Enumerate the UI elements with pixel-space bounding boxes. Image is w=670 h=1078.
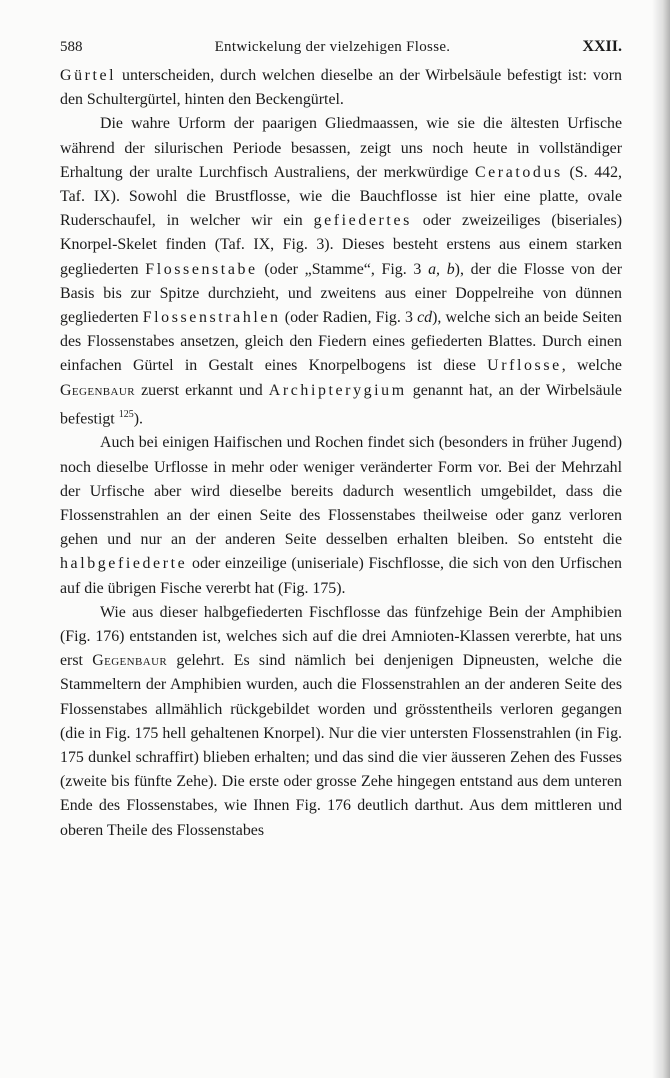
chapter-number: XXII. <box>582 38 622 55</box>
text-run: Flossenstabe <box>145 260 258 278</box>
text-run: cd <box>417 309 433 327</box>
text-run: Gegenbaur <box>60 381 135 399</box>
paragraph <box>60 431 622 600</box>
footnote-ref[interactable]: 125 <box>118 408 134 420</box>
paragraph <box>60 601 622 843</box>
text-run: Auch bei einigen Haifischen und Rochen findet sich (besonders in früher Jugend) noch dieselbe Urflosse in mehr oder weniger veränderter Form vor. Bei der Mehrzahl der Urfische aber wird dieselbe bereits dadurch wesentlich umgebildet, dass die Flossenstrahlen an der einen Seite des Flossenstabes theilweise oder ganz verloren gehen und nur an der anderen Seite desselben erhalten bleiben. So entsteht die <box>60 434 622 549</box>
text-run: (oder „Stamme“, Fig. 3 <box>257 260 429 278</box>
text-run: Gegenbaur <box>92 652 168 670</box>
text-run: unterscheiden, durch welchen dieselbe an der Wirbelsäule befestigt ist: vorn den Schultergürtel, hinten den Beckengürtel. <box>60 67 622 109</box>
text-run: ). <box>133 410 143 428</box>
text-run: Wie aus dieser halbgefiederten Fischflosse das fünfzehige Bein der Amphibien (Fig. 176) entstanden ist, welches sich auf die drei Amnioten-Klassen vererbte, hat uns erst <box>60 603 622 670</box>
book-page <box>60 38 622 843</box>
running-header <box>60 38 622 64</box>
text-run: ), welche sich an beide Seiten des Flossenstabes ansetzen, gleich den Fiedern eines gefiederten Blattes. Durch einen einfachen Gürtel in Gestalt eines Knorpelbogens ist diese <box>60 309 622 375</box>
page-number: 588 <box>60 39 83 55</box>
text-run: Archipterygium <box>268 381 407 399</box>
page-edge-shadow <box>652 0 670 1078</box>
body-text <box>60 64 622 843</box>
text-run: , welche <box>561 357 622 375</box>
text-run: (S. 442, Taf. IX). Sowohl die Brustflosse, wie die Bauchflosse ist hier eine platte, ovale Ruderschaufel, in welcher wir ein <box>60 163 622 230</box>
text-run: gefiedertes <box>313 212 412 230</box>
paragraph <box>60 64 622 112</box>
text-run: genannt hat, an der Wirbelsäule befestigt <box>60 381 622 428</box>
text-run: a, b <box>428 260 455 278</box>
text-run: Gürtel <box>60 67 117 84</box>
text-run: oder zweizeiliges (biseriales) Knorpel-Skelet finden (Taf. IX, Fig. 3). Dieses besteht erstens aus einem starken gegliederten <box>60 212 622 278</box>
text-run: ), der die Flosse von der Basis bis zur Spitze durchzieht, und zweitens aus einer Doppelreihe von dünnen gegliederten <box>60 260 622 327</box>
text-run: halbgefiederte <box>60 555 188 573</box>
text-run: Die wahre Urform der paarigen Gliedmaassen, wie sie die ältesten Urfische während der silurischen Periode besassen, zeigt uns noch heute in vollständiger Erhaltung der uralte Lurchfisch Australiens, der merkwürdige <box>60 115 622 181</box>
text-run: zuerst erkannt und <box>134 381 269 399</box>
text-run: Ceratodus <box>474 163 563 181</box>
text-run: gelehrt. Es sind nämlich bei denjenigen Dipneusten, welche die Stammeltern der Amphibien wurden, auch die Flossenstrahlen an der anderen Seite des Flossenstabes allmählich rückgebildet worden und grösstentheils verloren gegangen (die in Fig. 175 hell gehaltenen Knorpel). Nur die vier untersten Flossenstrahlen (in Fig. 175 dunkel schraffirt) blieben erhalten; und das sind die vier äusseren Zehen des Fusses (zweite bis fünfte Zehe). Die erste oder grosse Zehe hingegen entstand aus dem unteren Ende des Flossenstabes, wie Ihnen Fig. 176 deutlich darthut. Aus dem mittleren und oberen Theile des Flossenstabes <box>60 652 622 839</box>
text-run: Urflosse <box>487 357 562 375</box>
paragraph <box>60 112 622 431</box>
text-run: Flossenstrahlen <box>142 309 281 327</box>
running-title: Entwickelung der vielzehigen Flosse. <box>214 39 451 55</box>
text-run: (oder Radien, Fig. 3 <box>280 309 418 327</box>
text-run: oder einzeilige (uniseriale) Fischflosse, die sich von den Urfischen auf die übrigen Fische vererbt hat (Fig. 175). <box>60 555 622 597</box>
